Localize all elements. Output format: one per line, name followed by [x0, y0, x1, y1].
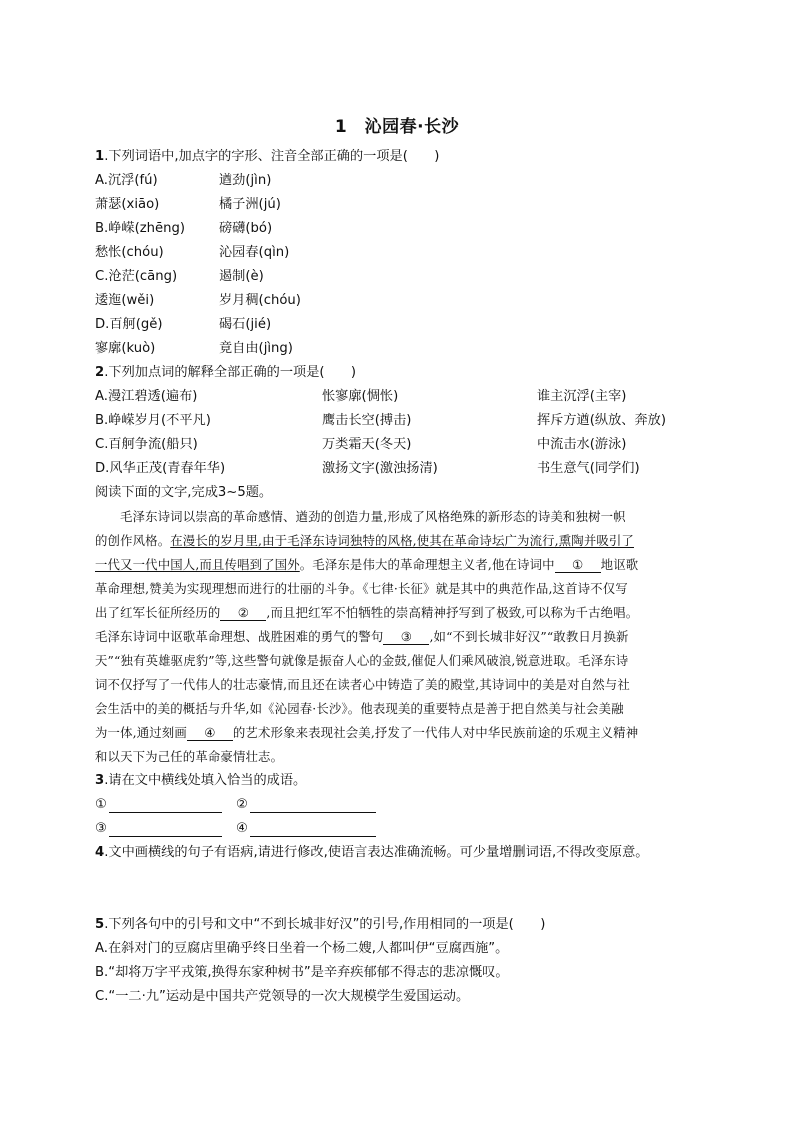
- q1-option: B.峥嵘(zhēng): [95, 221, 186, 236]
- question-3-number: 3: [95, 773, 105, 788]
- answer-line-1[interactable]: [109, 812, 222, 813]
- q1-option: 遏制(è): [219, 269, 264, 284]
- q1-option: 竟自由(jìng): [219, 341, 293, 356]
- question-1-stem: [95, 148, 439, 166]
- underlined-sentence: 在漫长的岁月里,由于毛泽东诗词独特的风格,使其在革命诗坛广为流行,熏陶并吸引了: [170, 533, 634, 548]
- q1-option: 逶迤(wěi): [95, 293, 155, 308]
- passage-text: 为一体,通过刻画: [95, 725, 187, 740]
- q1-option: 磅礴(bó): [219, 221, 273, 236]
- blank-3[interactable]: ③: [383, 629, 429, 645]
- question-4-stem: [95, 844, 648, 862]
- question-5-number: 5: [95, 917, 105, 932]
- q1-option: 寥廓(kuò): [95, 341, 156, 356]
- question-3-text: .请在文中横线处填入恰当的成语。: [104, 773, 307, 788]
- passage-text: 地讴歌: [600, 557, 639, 572]
- q1-option: C.沧茫(cāng): [95, 269, 178, 284]
- q1-option: 遒劲(jìn): [219, 173, 272, 188]
- answer-line-4[interactable]: [250, 836, 376, 837]
- passage-line: 词不仅抒写了一代伟人的壮志豪情,而且还在读者心中铸造了美的殿堂,其诗词中的美是对自然与社: [95, 677, 630, 692]
- q1-option: 岁月稠(chóu): [219, 293, 301, 308]
- passage-line: [95, 627, 629, 645]
- q1-option: 萧瑟(xiāo): [95, 197, 160, 212]
- q1-option: 橘子洲(jú): [219, 197, 281, 212]
- q5-option-c: C.“一二·九”运动是中国共产党领导的一次大规模学生爱国运动。: [95, 989, 470, 1004]
- question-4-number: 4: [95, 845, 105, 860]
- answer-label: ④: [236, 821, 248, 836]
- answer-label: ③: [95, 821, 107, 836]
- passage-text: 毛泽东诗词中讴歌革命理想、战胜困难的勇气的警句: [95, 629, 384, 644]
- underlined-sentence: 一代又一代中国人,而且传唱到了国外: [95, 557, 300, 572]
- passage-line: 会生活中的美的概括与升华,如《沁园春·长沙》。他表现美的重要特点是善于把自然美与社会美融: [95, 701, 624, 716]
- page-title: 1 沁园春·长沙: [334, 117, 460, 137]
- question-2-text: .下列加点词的解释全部正确的一项是( ): [104, 365, 357, 380]
- question-1-text: .下列词语中,加点字的字形、注音全部正确的一项是( ): [104, 149, 440, 164]
- question-3-stem: [95, 772, 306, 790]
- passage-text: 的创作风格。: [95, 533, 171, 548]
- passage-line: 和以天下为己任的革命豪情壮志。: [95, 749, 284, 764]
- q2-option: 鹰击长空(搏击): [322, 413, 412, 428]
- q2-option: 激扬文字(激浊扬清): [322, 461, 438, 476]
- reading-intro: 阅读下面的文字,完成3~5题。: [95, 485, 273, 500]
- passage-line: 天”“独有英雄驱虎豹”等,这些警句就像是振奋人心的金鼓,催促人们乘风破浪,锐意进取。毛泽东诗: [95, 653, 629, 668]
- question-5-stem: [95, 916, 545, 934]
- answer-line-3[interactable]: [109, 836, 222, 837]
- q2-option: 万类霜天(冬天): [322, 437, 412, 452]
- answer-label: ①: [95, 797, 107, 812]
- passage-line: [95, 531, 634, 549]
- question-4-text: .文中画横线的句子有语病,请进行修改,使语言表达准确流畅。可少量增删词语,不得改变原意。: [104, 845, 649, 860]
- q1-option: 碣石(jié): [219, 317, 272, 332]
- q2-option: A.漫江碧透(遍布): [95, 389, 198, 404]
- q5-option-a: A.在斜对门的豆腐店里确乎终日坐着一个杨二嫂,人都叫伊“豆腐西施”。: [95, 941, 509, 956]
- q1-option: A.沉浮(fú): [95, 173, 158, 188]
- passage-line: 革命理想,赞美为实现理想而进行的壮丽的斗争。《七律·长征》就是其中的典范作品,这首诗不仅写: [95, 581, 628, 596]
- answer-label: ②: [236, 797, 248, 812]
- q2-option: C.百舸争流(船只): [95, 437, 198, 452]
- passage-line: 毛泽东诗词以崇高的革命感情、遒劲的创造力量,形成了风格绝殊的新形态的诗美和独树一帜: [120, 509, 626, 524]
- blank-1[interactable]: ①: [555, 557, 601, 573]
- passage-line: [95, 603, 638, 621]
- q2-option: B.峥嵘岁月(不平凡): [95, 413, 211, 428]
- passage-text: 出了红军长征所经历的: [95, 605, 221, 620]
- q1-option: 沁园春(qìn): [219, 245, 290, 260]
- q5-option-b: B.“却将万字平戎策,换得东家种树书”是辛弃疾郁郁不得志的悲凉慨叹。: [95, 965, 509, 980]
- answer-line-2[interactable]: [250, 812, 376, 813]
- q1-option: D.百舸(gě): [95, 317, 163, 332]
- passage-text: 的艺术形象来表现社会美,抒发了一代伟人对中华民族前途的乐观主义精神: [232, 725, 639, 740]
- passage-text: 。毛泽东是伟大的革命理想主义者,他在诗词中: [299, 557, 555, 572]
- q2-option: 中流击水(游泳): [537, 437, 627, 452]
- question-1-number: 1: [95, 149, 105, 164]
- blank-2[interactable]: ②: [220, 605, 266, 621]
- q2-option: 挥斥方遒(纵放、奔放): [537, 413, 666, 428]
- question-5-text: .下列各句中的引号和文中“不到长城非好汉”的引号,作用相同的一项是( ): [104, 917, 546, 932]
- passage-text: ,而且把红军不怕牺牲的崇高精神抒写到了极致,可以称为千古绝唱。: [266, 605, 639, 620]
- blank-4[interactable]: ④: [187, 725, 233, 741]
- q2-option: 书生意气(同学们): [537, 461, 640, 476]
- q2-option: 谁主沉浮(主宰): [537, 389, 627, 404]
- question-2-number: 2: [95, 365, 105, 380]
- q2-option: 怅寥廓(惆怅): [322, 389, 399, 404]
- passage-line: [95, 723, 638, 741]
- question-2-stem: [95, 364, 356, 382]
- q1-option: 愁怅(chóu): [95, 245, 164, 260]
- q2-option: D.风华正茂(青春年华): [95, 461, 226, 476]
- passage-text: ,如“不到长城非好汉”“敢教日月换新: [429, 629, 629, 644]
- passage-line: [95, 555, 638, 573]
